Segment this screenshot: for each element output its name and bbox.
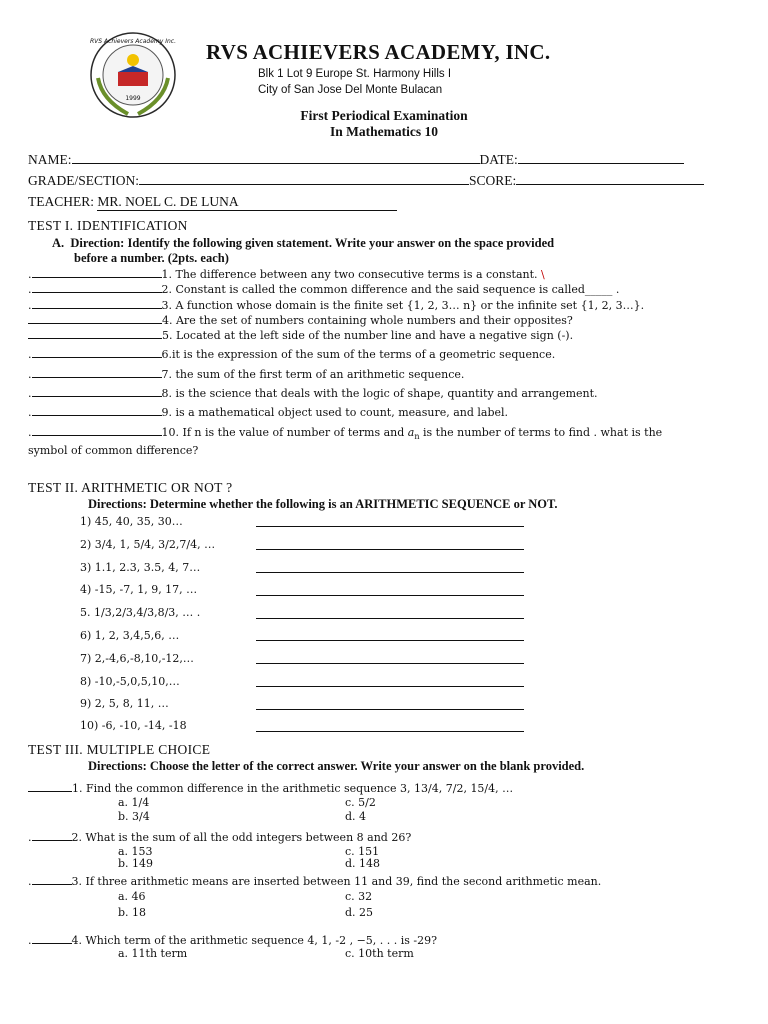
question-text: 4. Which term of the arithmetic sequence 4, 1, -2 , −5, . . . is -29?	[71, 934, 438, 947]
date-label: DATE:	[479, 152, 518, 167]
test2-answer-line-7[interactable]	[256, 663, 524, 664]
test2-answer-line-4[interactable]	[256, 595, 524, 596]
direction-marker: A.	[52, 236, 65, 250]
exam-title: First Periodical Examination	[300, 108, 468, 123]
test3-question-1	[28, 780, 513, 795]
answer-blank[interactable]	[28, 780, 72, 792]
answer-blank[interactable]	[32, 932, 72, 944]
name-row	[28, 152, 684, 168]
test2-answer-line-6[interactable]	[256, 640, 524, 641]
test1-item-1: . 1. The difference between any two consecutive terms is a constant. \	[28, 268, 545, 281]
test2-item-5: 5. 1/3,2/3,4/3,8/3, … .	[80, 606, 201, 619]
test3-question-3: . 3. If three arithmetic means are inserted between 11 and 39, find the second arithmetic mean.	[28, 875, 602, 888]
grade-label: GRADE/SECTION:	[28, 173, 139, 188]
test1-item-10: . 10. If n is the value of number of terms and $a_n$ is the number of terms to find . what is the	[28, 426, 663, 442]
test1-item-2: . 2. Constant is called the common difference and the said sequence is called_____ .	[28, 283, 620, 296]
test3-direction: Directions: Choose the letter of the correct answer. Write your answer on the blank provided.	[88, 759, 585, 773]
answer-blank[interactable]	[32, 266, 162, 278]
item-text: 1. The difference between any two consecutive terms is a constant.	[161, 268, 538, 281]
name-blank[interactable]	[72, 152, 480, 164]
question-text: 2. What is the sum of all the odd integers between 8 and 26?	[71, 831, 412, 844]
q4-option-a: a. 11th term	[118, 947, 188, 960]
answer-blank[interactable]	[28, 312, 162, 324]
date-blank[interactable]	[518, 152, 684, 164]
test1-item-3: . 3. A function whose domain is the finite set {1, 2, 3… n} or the infinite set {1, 2, 3…}.	[28, 299, 645, 312]
q1-option-c: c. 5/2	[345, 796, 376, 809]
teacher-row	[28, 194, 397, 211]
answer-blank[interactable]	[32, 281, 162, 293]
answer-blank[interactable]	[32, 366, 162, 378]
q2-option-b: b. 149	[118, 857, 154, 870]
item-text: 2. Constant is called the common difference and the said sequence is called_____ .	[161, 283, 620, 296]
test1-item-6: . 6.it is the expression of the sum of the terms of a geometric sequence.	[28, 348, 556, 361]
address-line-1: Blk 1 Lot 9 Europe St. Harmony Hills I	[258, 68, 452, 80]
answer-blank[interactable]	[32, 385, 162, 397]
question-text: 1. Find the common difference in the arithmetic sequence 3, 13/4, 7/2, 15/4, …	[72, 782, 514, 795]
grade-row	[28, 173, 704, 189]
answer-blank[interactable]	[32, 829, 72, 841]
test1-item-9: . 9. is a mathematical object used to count, measure, and label.	[28, 406, 509, 419]
school-name: RVS ACHIEVERS ACADEMY, INC.	[206, 40, 551, 64]
item-text: 5. Located at the left side of the number line and have a negative sign (-).	[162, 329, 574, 342]
item-text: 10. If n is the value of number of terms and	[161, 426, 405, 439]
q2-option-a: a. 153	[118, 845, 153, 858]
q2-option-d: d. 148	[345, 857, 381, 870]
exam-subject: In Mathematics 10	[330, 124, 438, 139]
test3-question-2: . 2. What is the sum of all the odd integers between 8 and 26?	[28, 831, 412, 844]
test3-question-4: . 4. Which term of the arithmetic sequence 4, 1, -2 , −5, . . . is -29?	[28, 934, 438, 947]
test2-answer-line-8[interactable]	[256, 686, 524, 687]
test1-item-8: . 8. is the science that deals with the logic of shape, quantity and arrangement.	[28, 387, 598, 400]
test2-answer-line-9[interactable]	[256, 709, 524, 710]
test2-item-3: 3) 1.1, 2.3, 3.5, 4, 7…	[80, 561, 201, 574]
test1-direction-cont: before a number. (2pts. each)	[74, 251, 229, 265]
item-text: 7. the sum of the first term of an arithmetic sequence.	[161, 368, 465, 381]
item1-mark: \	[541, 268, 545, 281]
answer-blank[interactable]	[32, 424, 162, 436]
test2-item-10: 10) -6, -10, -14, -18	[80, 719, 187, 732]
test2-answer-line-2[interactable]	[256, 549, 524, 550]
score-blank[interactable]	[516, 173, 704, 185]
score-label: SCORE:	[469, 173, 517, 188]
test1-direction	[52, 236, 554, 251]
item10-rest: is the number of terms to find . what is the	[419, 426, 663, 439]
test3-title: TEST III. MULTIPLE CHOICE	[28, 742, 211, 757]
test2-answer-line-10[interactable]	[256, 731, 524, 732]
q1-option-b: b. 3/4	[118, 810, 150, 823]
test1-item-4	[28, 312, 573, 327]
item-text: 6.it is the expression of the sum of the terms of a geometric sequence.	[161, 348, 556, 361]
answer-blank[interactable]	[32, 404, 162, 416]
answer-blank[interactable]	[28, 327, 162, 339]
item10-sub: n	[414, 432, 420, 442]
test2-item-7: 7) 2,-4,6,-8,10,-12,…	[80, 652, 194, 665]
q3-option-b: b. 18	[118, 906, 147, 919]
teacher-label: TEACHER:	[28, 194, 98, 209]
test2-item-9: 9) 2, 5, 8, 11, …	[80, 697, 169, 710]
q3-option-c: c. 32	[345, 890, 373, 903]
test2-direction: Directions: Determine whether the following is an ARITHMETIC SEQUENCE or NOT.	[88, 497, 558, 511]
q2-option-c: c. 151	[345, 845, 380, 858]
test2-answer-line-5[interactable]	[256, 618, 524, 619]
test2-item-4: 4) -15, -7, 1, 9, 17, …	[80, 583, 198, 596]
test2-answer-line-1[interactable]	[256, 526, 524, 527]
q3-option-d: d. 25	[345, 906, 374, 919]
item10-symbol: a	[407, 426, 415, 439]
item-text: 8. is the science that deals with the logic of shape, quantity and arrangement.	[161, 387, 598, 400]
answer-blank[interactable]	[32, 873, 72, 885]
answer-blank[interactable]	[32, 346, 162, 358]
test1-title: TEST I. IDENTIFICATION	[28, 218, 188, 233]
test1-item-7: . 7. the sum of the first term of an arithmetic sequence.	[28, 368, 465, 381]
item-text: 9. is a mathematical object used to count, measure, and label.	[161, 406, 509, 419]
direction-text: Direction: Identify the following given statement. Write your answer on the space provided	[70, 236, 555, 250]
test2-item-1: 1) 45, 40, 35, 30…	[80, 515, 183, 528]
q1-option-a: a. 1/4	[118, 796, 150, 809]
test1-item-5	[28, 327, 573, 342]
teacher-value: MR. NOEL C. DE LUNA	[97, 194, 397, 211]
logo-year: 1999	[125, 95, 141, 102]
address-line-2: City of San Jose Del Monte Bulacan	[258, 84, 443, 96]
test1-item-10-cont: symbol of common difference?	[28, 444, 199, 457]
logo-text: RVS Achievers Academy Inc.	[90, 38, 176, 45]
q4-option-c: c. 10th term	[345, 947, 414, 960]
school-logo	[88, 30, 178, 120]
item-text: 3. A function whose domain is the finite set {1, 2, 3… n} or the infinite set {1, 2, 3…}.	[161, 299, 645, 312]
question-text: 3. If three arithmetic means are inserted between 11 and 39, find the second arithmetic mean.	[71, 875, 602, 888]
test2-item-8: 8) -10,-5,0,5,10,…	[80, 675, 180, 688]
test2-item-6: 6) 1, 2, 3,4,5,6, …	[80, 629, 180, 642]
q3-option-a: a. 46	[118, 890, 146, 903]
grade-blank[interactable]	[139, 173, 469, 185]
answer-blank[interactable]	[32, 297, 162, 309]
test2-answer-line-3[interactable]	[256, 572, 524, 573]
test2-item-2: 2) 3/4, 1, 5/4, 3/2,7/4, …	[80, 538, 216, 551]
test2-title: TEST II. ARITHMETIC OR NOT ?	[28, 480, 233, 495]
item-text: 4. Are the set of numbers containing whole numbers and their opposites?	[162, 314, 573, 327]
q1-option-d: d. 4	[345, 810, 367, 823]
name-label: NAME:	[28, 152, 72, 167]
